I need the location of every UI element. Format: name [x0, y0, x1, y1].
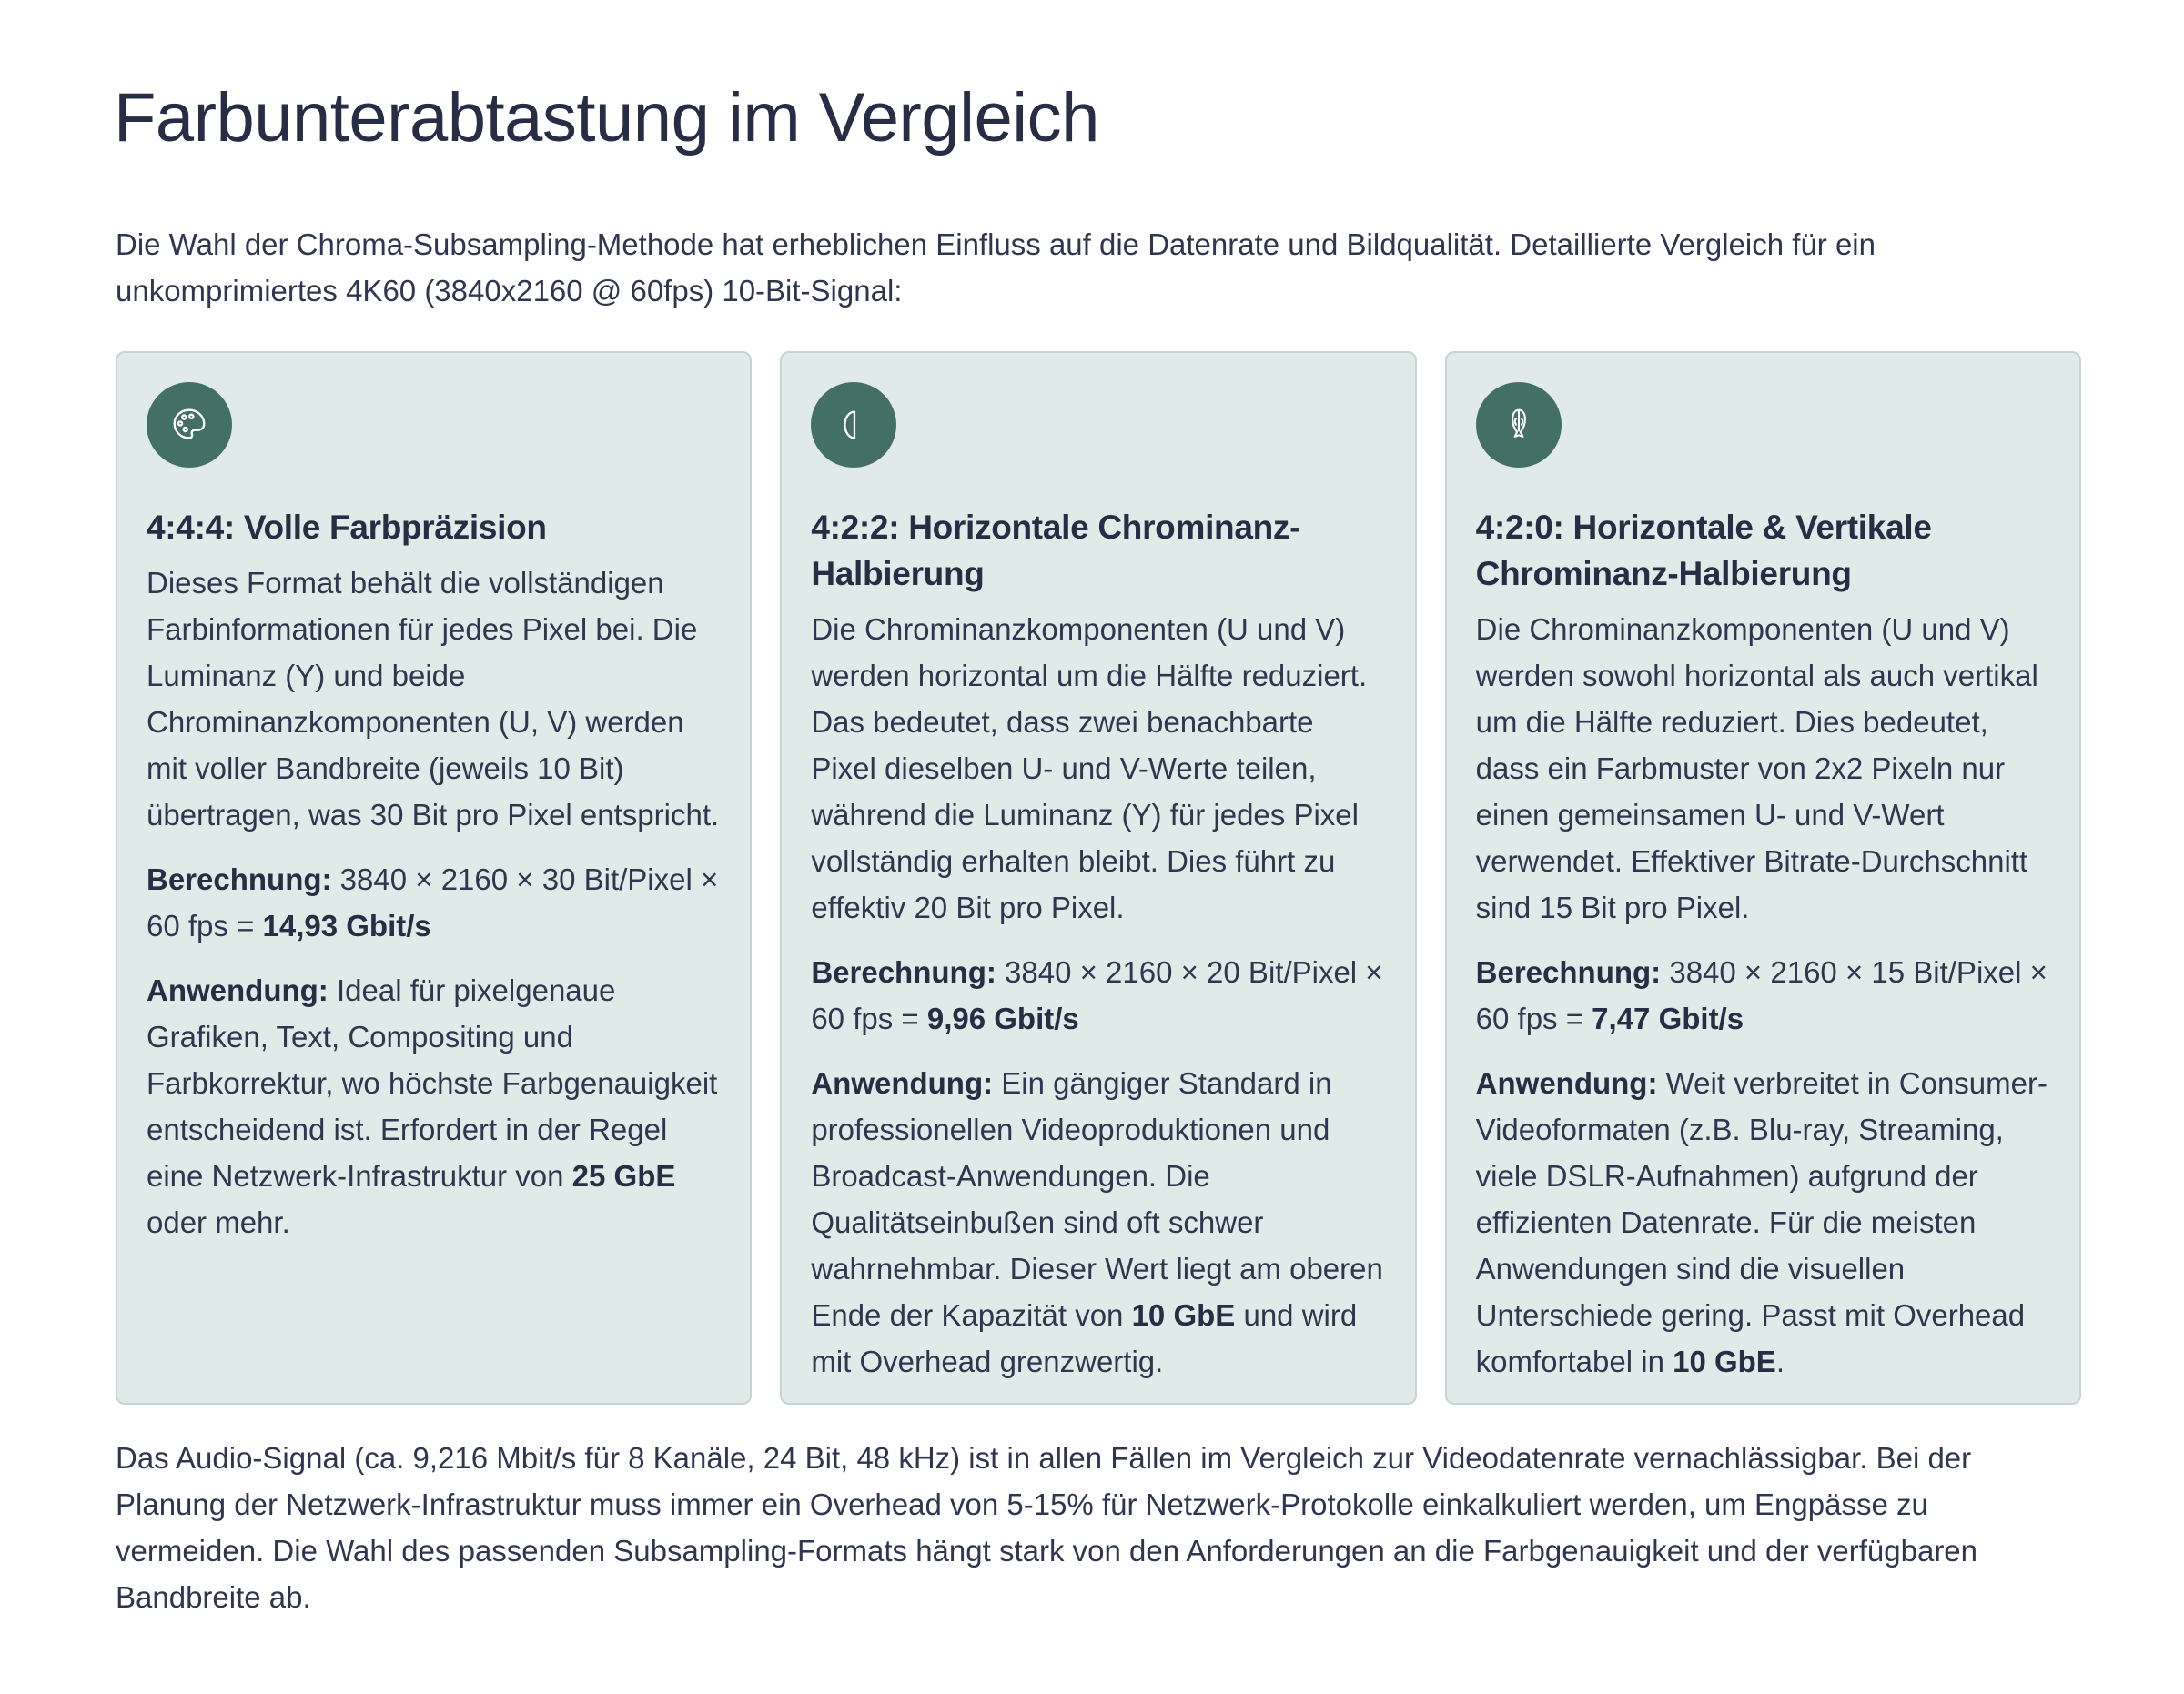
use-tail: . — [1775, 1345, 1785, 1378]
card-usage — [811, 1060, 1385, 1385]
palette-icon — [147, 382, 232, 468]
half-circle-icon — [811, 382, 896, 468]
use-text: Ein gängiger Standard in professionellen Videoproduktionen und Broadcast-Anwendungen. Die Qualitätseinbußen sind oft schwer wahrnehmbar. Dieser Wert liegt am oberen Ende der Kapazität von — [811, 1066, 1383, 1332]
calc-result: 14,93 Gbit/s — [262, 909, 431, 943]
card-heading: 4:4:4: Volle Farbpräzision — [147, 509, 547, 546]
use-tail: oder mehr. — [147, 1205, 290, 1239]
calc-result: 7,47 Gbit/s — [1592, 1002, 1744, 1035]
calc-label: Berechnung: — [811, 955, 996, 989]
calc-label: Berechnung: — [147, 862, 332, 896]
outro-paragraph: Das Audio-Signal (ca. 9,216 Mbit/s für 8 Kanäle, 24 Bit, 48 kHz) ist in allen Fällen im Vergleich zur Videodatenrate vernachlässigbar. Bei der Planung der Netzwerk-Infrastruktur muss immer ein Overhead von 5-15% für Netzwerk-Protokolle einkalkuliert werden, um Engpässe zu vermeiden. Die Wahl des passenden Subsampling-Formats hängt stark von den Anforderungen an die Farbgenauigkeit und der verfügbaren Bandbreite ab. — [116, 1441, 1978, 1614]
card-422 — [780, 351, 1416, 1405]
card-description: Die Chrominanzkomponenten (U und V) werden horizontal um die Hälfte reduziert. Das bedeutet, dass zwei benachbarte Pixel dieselben U- und V-Werte teilen, während die Luminanz (Y) für jedes Pixel vollständig erhalten bleibt. Dies führt zu effektiv 20 Bit pro Pixel. — [811, 612, 1368, 924]
page-title: Farbunterabtastung im Vergleich — [114, 79, 1099, 156]
use-label: Anwendung: — [1475, 1066, 1658, 1100]
card-description: Die Chrominanzkomponenten (U und V) werden sowohl horizontal als auch vertikal um die Hälfte reduziert. Dies bedeutet, dass ein Farbmuster von 2x2 Pixeln nur einen gemeinsamen U- und V-Wert verwendet. Effektiver Bitrate-Durchschnitt sind 15 Bit pro Pixel. — [1475, 612, 2038, 924]
card-444 — [116, 351, 752, 1405]
intro-paragraph: Die Wahl der Chroma-Subsampling-Methode hat erheblichen Einfluss auf die Datenrate und Bildqualität. Detaillierte Vergleich für ein unkomprimiertes 4K60 (3840x2160 @ 60fps) 10-Bit-Signal: — [116, 227, 1876, 308]
card-heading: 4:2:0: Horizontale & Vertikale Chrominanz-Halbierung — [1475, 509, 1932, 592]
card-calculation — [147, 856, 721, 949]
comparison-cards — [116, 351, 2081, 1405]
calc-label: Berechnung: — [1475, 955, 1662, 989]
card-heading: 4:2:2: Horizontale Chrominanz-Halbierung — [811, 509, 1301, 592]
use-tail: und wird mit Overhead grenzwertig. — [811, 1298, 1358, 1378]
card-usage — [147, 967, 721, 1245]
use-text: Weit verbreitet in Consumer-Videoformaten (z.B. Blu-ray, Streaming, viele DSLR-Aufnahmen) aufgrund der effizienten Datenrate. Für die meisten Anwendungen sind die visuellen Unterschiede gering. Passt mit Overhead komfortabel in — [1475, 1066, 2048, 1378]
use-label: Anwendung: — [147, 973, 329, 1007]
calc-formula: 3840 × 2160 × 15 Bit/Pixel × 60 fps = — [1475, 955, 2048, 1035]
card-calculation — [811, 949, 1385, 1042]
use-text: Ideal für pixelgenaue Grafiken, Text, Compositing und Farbkorrektur, wo höchste Farbgenauigkeit entscheidend ist. Erfordert in der Regel eine Netzwerk-Infrastruktur von — [147, 973, 718, 1193]
calc-formula: 3840 × 2160 × 30 Bit/Pixel × 60 fps = — [147, 862, 719, 943]
use-bold: 10 GbE — [1131, 1298, 1236, 1332]
card-420 — [1445, 351, 2081, 1405]
card-description: Dieses Format behält die vollständigen Farbinformationen für jedes Pixel bei. Die Luminanz (Y) und beide Chrominanzkomponenten (U, V) werden mit voller Bandbreite (jeweils 10 Bit) übertragen, was 30 Bit pro Pixel entspricht. — [147, 566, 720, 832]
calc-result: 9,96 Gbit/s — [926, 1002, 1079, 1035]
calc-formula: 3840 × 2160 × 20 Bit/Pixel × 60 fps = — [811, 955, 1383, 1035]
card-usage — [1476, 1060, 2050, 1385]
card-calculation — [1476, 949, 2050, 1042]
use-label: Anwendung: — [811, 1066, 994, 1100]
fish-icon — [1476, 382, 1562, 468]
use-bold: 25 GbE — [571, 1159, 676, 1193]
use-bold: 10 GbE — [1673, 1345, 1776, 1378]
